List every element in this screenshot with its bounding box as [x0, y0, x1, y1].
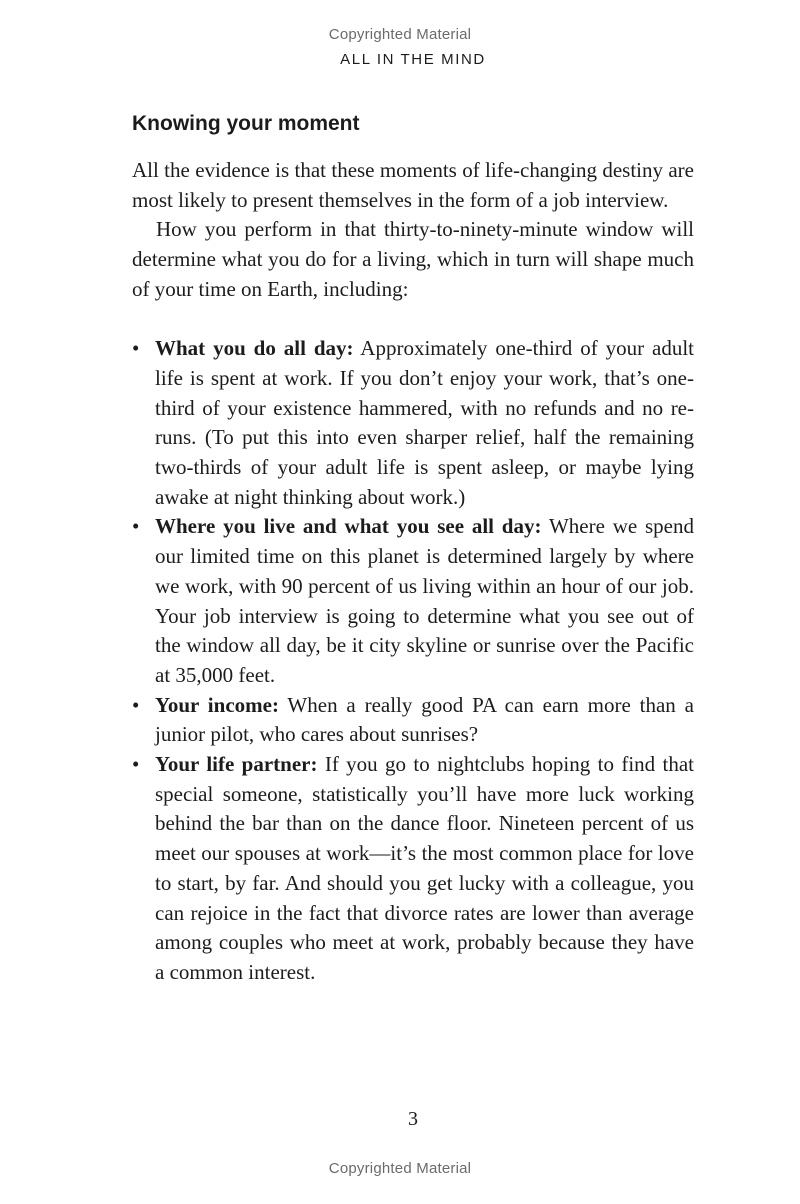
bullet-item-your-income	[132, 691, 694, 750]
bullet-term: Where you live and what you see all day:	[155, 514, 542, 539]
bullet-text: Where we spend our limited time on this planet is determined largely by where we work, with 90 percent of us living within an hour of our job. Your job interview is going to determine what you see out of the window all day, be it city skyline or sunrise over the Pacific at 35,000 feet.	[155, 514, 695, 687]
bullet-text: If you go to nightclubs hoping to find that special someone, statistically you’ll have more luck working behind the bar than on the dance floor. Nineteen percent of us meet our spouses at work—it’s the most common place for love to start, by far. And should you get lucky with a colleague, you can rejoice in the fact that divorce rates are lower than average among couples who meet at work, probably because they have a common interest.	[155, 752, 694, 984]
bullet-icon: •	[132, 752, 140, 777]
bullet-item-where-you-live	[132, 512, 694, 690]
bullet-term: What you do all day:	[155, 336, 354, 361]
bullet-icon: •	[132, 336, 140, 361]
body-text	[132, 156, 694, 988]
page-number: 3	[408, 1108, 418, 1130]
bullet-term: Your income:	[155, 692, 279, 717]
bullet-list	[132, 334, 694, 987]
copyright-watermark-bottom: Copyrighted Material	[328, 1160, 472, 1177]
bullet-item-what-you-do	[132, 334, 694, 512]
bullet-text: Approximately one-third of your adult life is spent at work. If you don’t enjoy your work, that’s one-third of your existence hammered, with no refunds and no re-runs. (To put this into even sharper relief, half the remaining two-thirds of your adult life is spent asleep, or maybe lying awake at night thinking about work.)	[155, 336, 695, 509]
bullet-icon: •	[132, 692, 140, 717]
bullet-term: Your life partner:	[155, 752, 318, 777]
paragraph-2: How you perform in that thirty-to-ninety-minute window will determine what you do for a living, which in turn will shape much of your time on Earth, including:	[132, 217, 694, 301]
copyright-watermark-top: Copyrighted Material	[328, 26, 472, 43]
running-head: ALL IN THE MIND	[340, 51, 486, 68]
bullet-item-life-partner	[132, 750, 694, 988]
section-heading: Knowing your moment	[132, 112, 360, 135]
paragraph-1: All the evidence is that these moments of life-changing destiny are most likely to present themselves in the form of a job interview.	[132, 158, 694, 212]
bullet-text: When a really good PA can earn more than a junior pilot, who cares about sunrises?	[155, 692, 694, 747]
bullet-icon: •	[132, 514, 140, 539]
